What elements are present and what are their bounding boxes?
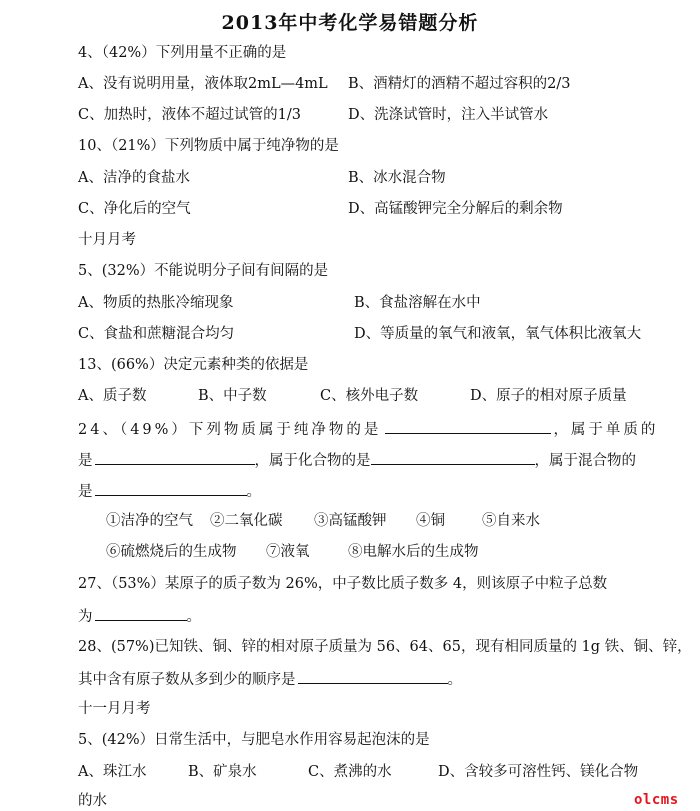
question-24-item-7: ⑦液氧	[266, 544, 310, 560]
question-24-stem: 24、（49%）下列物质属于纯净物的是	[78, 422, 382, 438]
question-4-option-d: D、洗涤试管时，注入半试管水	[348, 107, 549, 123]
question-24-item-4: ④铜	[416, 513, 445, 529]
question-13-option-d: D、原子的相对原子质量	[470, 388, 627, 404]
question-13-stem: 13、(66%）决定元素种类的依据是	[78, 357, 309, 373]
site-watermark: olcms	[634, 792, 679, 808]
question-10-option-b: B、冰水混合物	[348, 170, 446, 186]
question-24-line-1-end: ，属于单质的	[553, 422, 659, 438]
question-28-line-2-start: 其中含有原子数从多到少的顺序是	[78, 672, 296, 688]
question-5-october-option-d: D、等质量的氧气和液氧，氧气体积比液氧大	[354, 326, 642, 342]
question-24-item-3: ③高锰酸钾	[314, 513, 387, 529]
question-24-item-6: ⑥硫燃烧后的生成物	[106, 544, 237, 560]
answer-blank-mixture[interactable]	[95, 481, 247, 496]
question-24-item-5: ⑤自来水	[482, 513, 540, 529]
question-5-october-option-c: C、食盐和蔗糖混合均匀	[78, 326, 235, 342]
question-24-item-1: ①洁净的空气	[106, 513, 193, 529]
question-24-line-3	[78, 481, 678, 501]
question-10-option-d: D、高锰酸钾完全分解后的剩余物	[348, 201, 563, 217]
question-24-line-2	[78, 450, 678, 470]
question-24-line-2-mid: ，属于化合物的是	[254, 453, 371, 469]
question-5-october-stem: 5、(32%）不能说明分子间有间隔的是	[78, 263, 329, 279]
page-title: 2013年中考化学易错题分析	[221, 12, 479, 34]
question-24-line-2-end: ，属于混合物的	[534, 453, 636, 469]
section-heading-november: 十一月月考	[78, 701, 151, 717]
question-27-line-2-end: 。	[186, 609, 201, 625]
question-10-option-a: A、洁净的食盐水	[78, 170, 190, 186]
question-28-line-1: 28、(57%)已知铁、铜、锌的相对原子质量为 56、64、65，现有相同质量的 1g 铁、铜、锌，	[78, 639, 692, 655]
question-27-line-2-start: 为	[78, 609, 93, 625]
section-heading-october: 十月月考	[78, 232, 136, 248]
question-5-november-option-b: B、矿泉水	[188, 764, 257, 780]
question-5-november-option-d-continued: 的水	[78, 793, 107, 809]
question-4-stem: 4、（42%）下列用量不正确的是	[78, 45, 287, 61]
question-24-line-3-start: 是	[78, 484, 93, 500]
question-28-line-2	[78, 669, 678, 689]
question-27-line-1: 27、（53%）某原子的质子数为 26%，中子数比质子数多 4，则该原子中粒子总数	[78, 576, 608, 592]
question-13-option-a: A、质子数	[78, 388, 147, 404]
question-24-item-8: ⑧电解水后的生成物	[348, 544, 479, 560]
answer-blank-pure-substance[interactable]	[385, 419, 551, 434]
answer-blank-compound[interactable]	[371, 450, 535, 465]
question-13-option-b: B、中子数	[198, 388, 267, 404]
question-4-option-b: B、酒精灯的酒精不超过容积的2/3	[348, 76, 571, 92]
question-13-option-c: C、核外电子数	[320, 388, 419, 404]
question-24-line-1	[78, 419, 678, 439]
question-24-line-2-start: 是	[78, 453, 93, 469]
question-5-november-option-a: A、珠江水	[78, 764, 147, 780]
question-5-november-option-d: D、含较多可溶性钙、镁化合物	[438, 764, 639, 780]
answer-blank-particle-total[interactable]	[95, 606, 187, 621]
question-4-option-a: A、没有说明用量，液体取2mL—4mL	[78, 76, 328, 92]
question-5-october-option-a: A、物质的热胀冷缩现象	[78, 295, 234, 311]
question-27-line-2	[78, 606, 678, 626]
question-24-item-2: ②二氧化碳	[210, 513, 283, 529]
question-4-option-c: C、加热时，液体不超过试管的1/3	[78, 107, 301, 123]
question-10-option-c: C、净化后的空气	[78, 201, 191, 217]
question-5-november-option-c: C、煮沸的水	[308, 764, 392, 780]
question-28-line-2-end: 。	[447, 672, 462, 688]
question-5-november-stem: 5、(42%）日常生活中，与肥皂水作用容易起泡沫的是	[78, 732, 430, 748]
answer-blank-element[interactable]	[95, 450, 255, 465]
question-5-october-option-b: B、食盐溶解在水中	[354, 295, 481, 311]
question-10-stem: 10、（21%）下列物质中属于纯净物的是	[78, 138, 339, 154]
answer-blank-atom-order[interactable]	[298, 669, 448, 684]
question-24-line-3-end: 。	[246, 484, 261, 500]
